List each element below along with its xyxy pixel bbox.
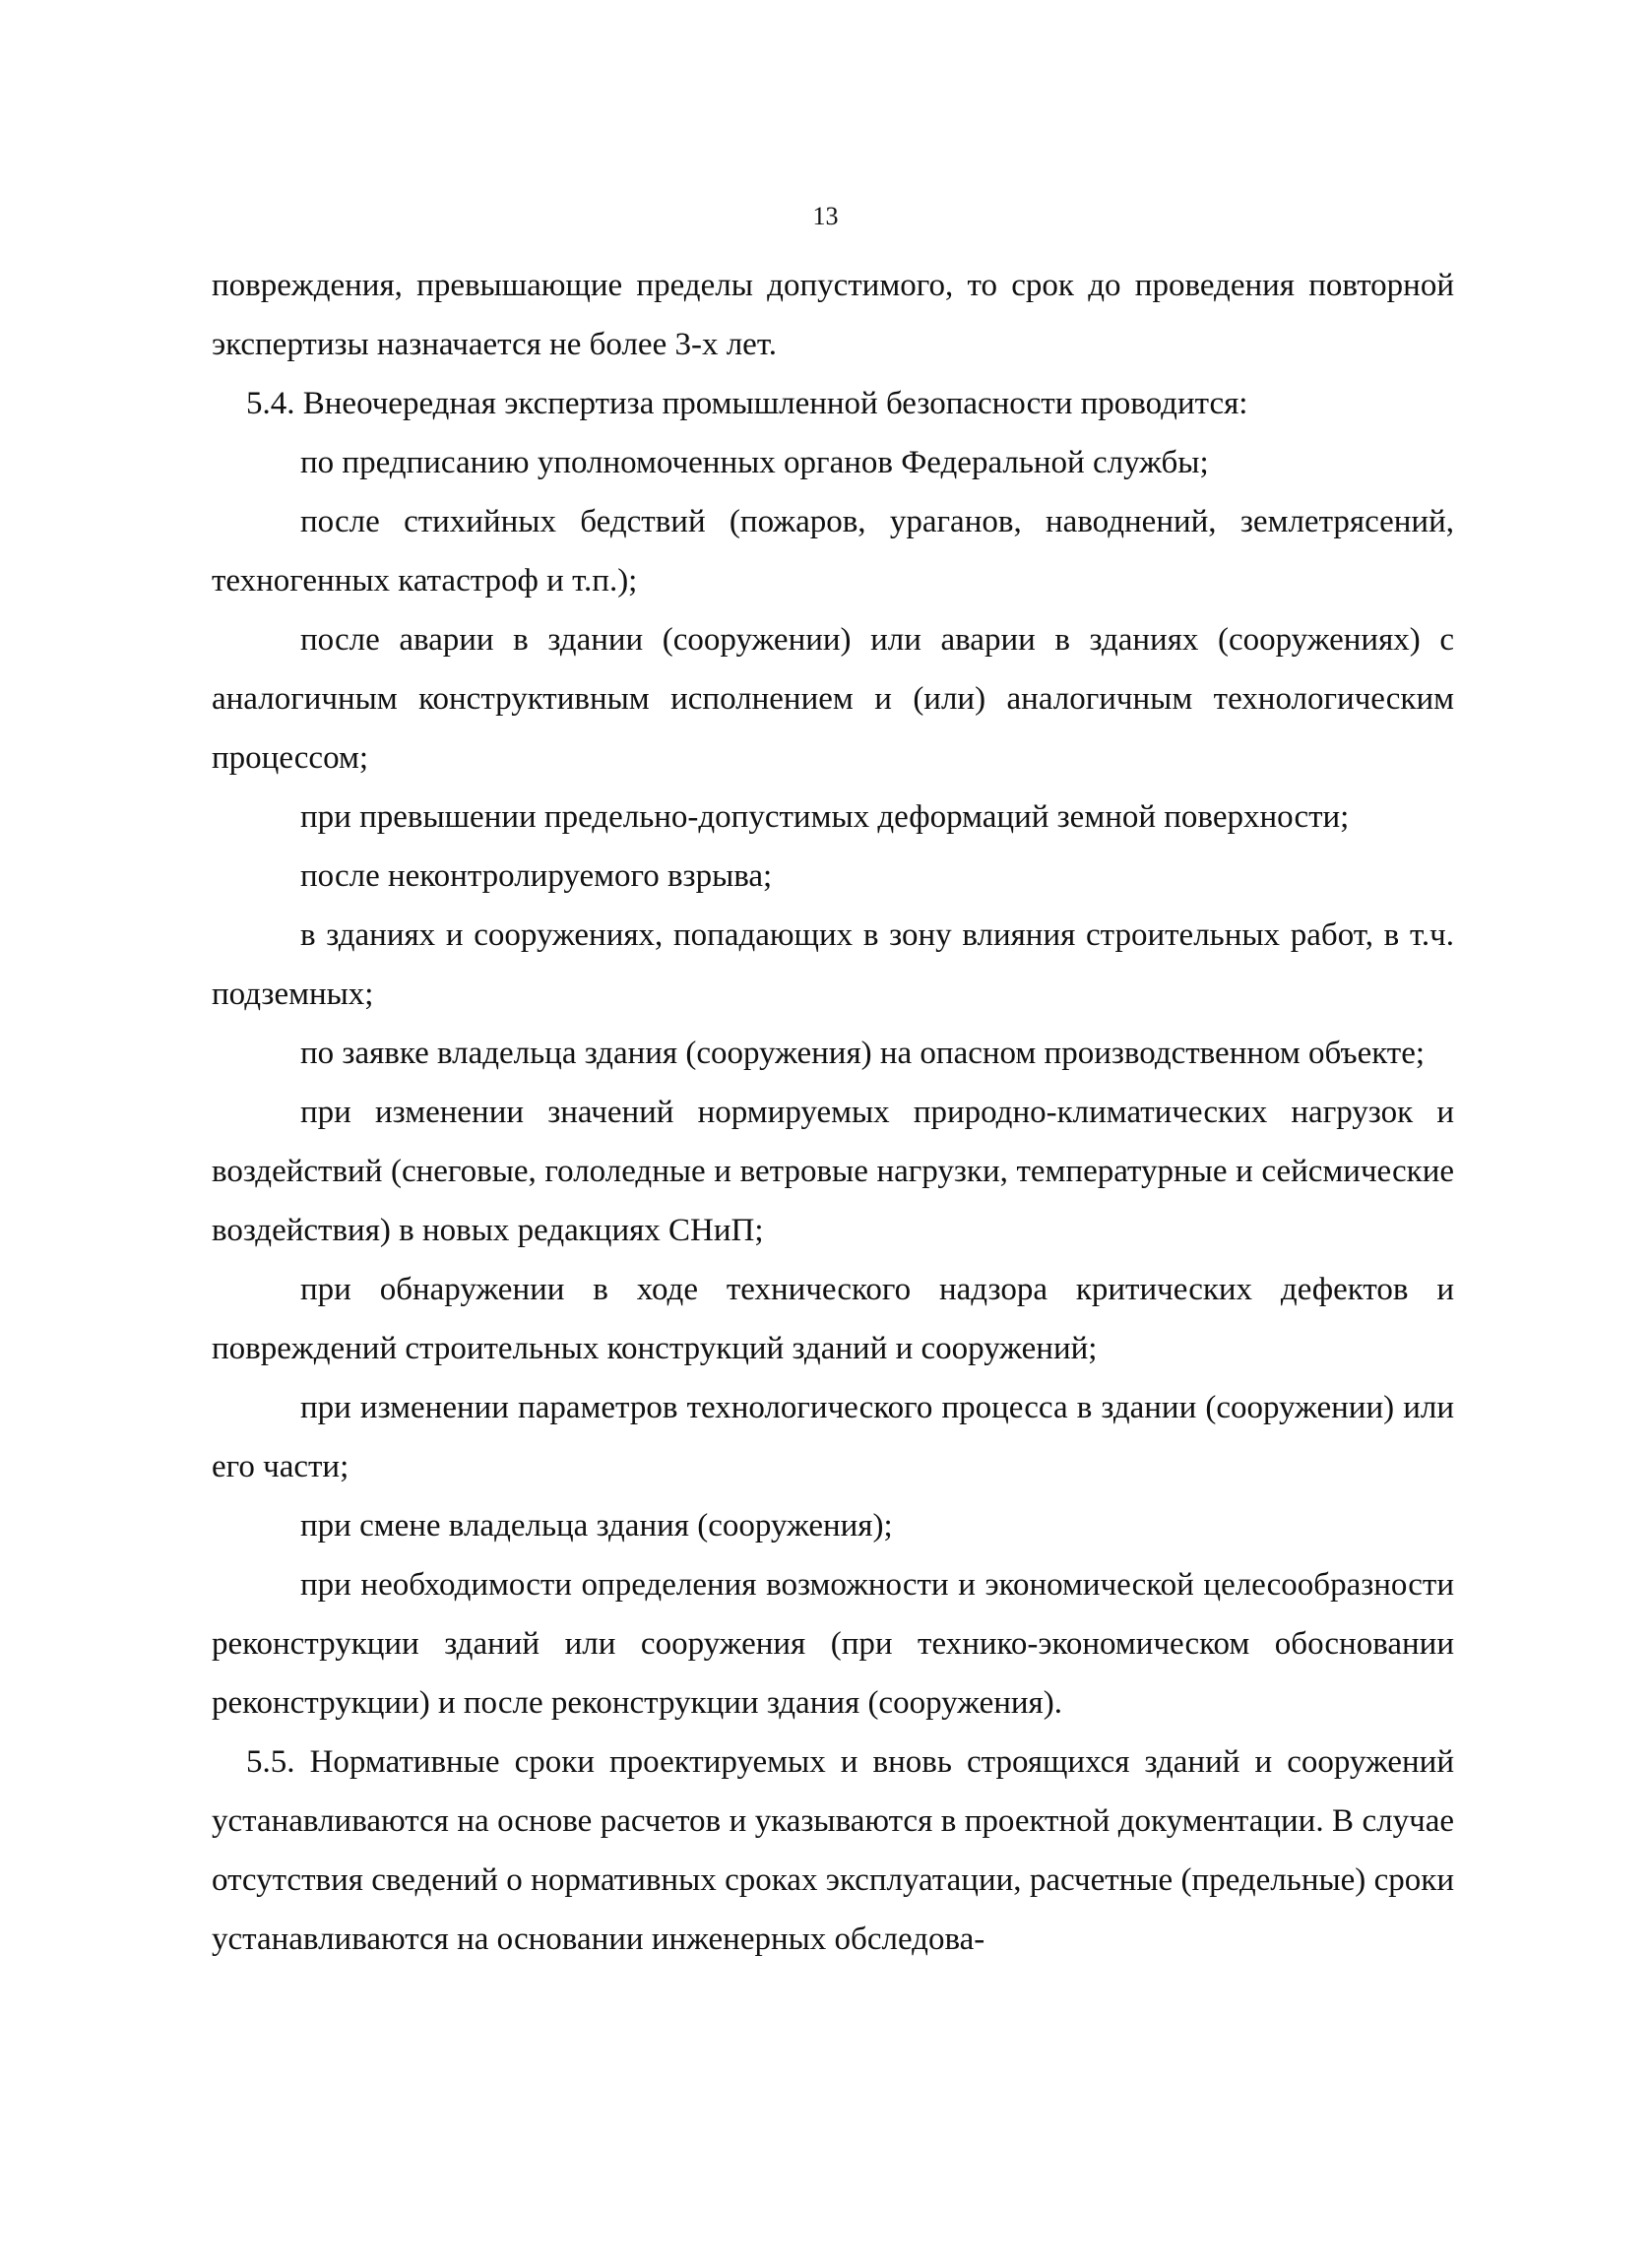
list-item-construction-zone: в зданиях и сооружениях, попадающих в зону влияния строительных работ, в т.ч. подземных;: [212, 917, 1454, 1012]
paragraph-section-5-5: 5.5. Нормативные сроки проектируемых и вновь строящихся зданий и сооружений устанавливаются на основе расчетов и указываются в проектной документации. В случае отсутствия сведений о нормативных сроках эксплуатации, расчетные (предельные) сроки устанавливаются на основании инженерных обследова-: [212, 1744, 1454, 1957]
list-item-orders: по предписанию уполномоченных органов Федеральной службы;: [300, 445, 1209, 480]
list-item-owner-change: при смене владельца здания (сооружения);: [300, 1508, 893, 1544]
list-item-reconstruction: при необходимости определения возможности и экономической целесообразности реконструкции зданий или сооружения (при технико-экономическом обосновании реконструкции) и после реконструкции здания (сооружения).: [212, 1567, 1454, 1721]
list-item-climate-loads: при изменении значений нормируемых природно-климатических нагрузок и воздействий (снеговые, гололедные и ветровые нагрузки, температурные и сейсмические воздействия) в новых редакциях СНиП;: [212, 1095, 1454, 1248]
list-item-process-change: при изменении параметров технологического процесса в здании (сооружении) или его части;: [212, 1390, 1454, 1484]
page-number: 13: [812, 202, 839, 230]
list-item-deformations: при превышении предельно-допустимых деформаций земной поверхности;: [300, 799, 1350, 835]
document-body: [212, 256, 1454, 1969]
list-item-critical-defects: при обнаружении в ходе технического надзора критических дефектов и повреждений строительных конструкций зданий и сооружений;: [212, 1272, 1454, 1366]
paragraph-section-5-4: 5.4. Внеочередная экспертиза промышленной безопасности проводится:: [246, 386, 1248, 421]
list-item-explosion: после неконтролируемого взрыва;: [300, 858, 773, 894]
paragraph-continuation: повреждения, превышающие пределы допустимого, то срок до проведения повторной экспертизы назначается не более 3-х лет.: [212, 268, 1454, 362]
list-item-owner-request: по заявке владельца здания (сооружения) на опасном производственном объекте;: [300, 1036, 1426, 1071]
list-item-accident: после аварии в здании (сооружении) или аварии в зданиях (сооружениях) с аналогичным конструктивным исполнением и (или) аналогичным технологическим процессом;: [212, 622, 1454, 776]
list-item-natural-disasters: после стихийных бедствий (пожаров, ураганов, наводнений, землетрясений, техногенных катастроф и т.п.);: [212, 504, 1454, 598]
